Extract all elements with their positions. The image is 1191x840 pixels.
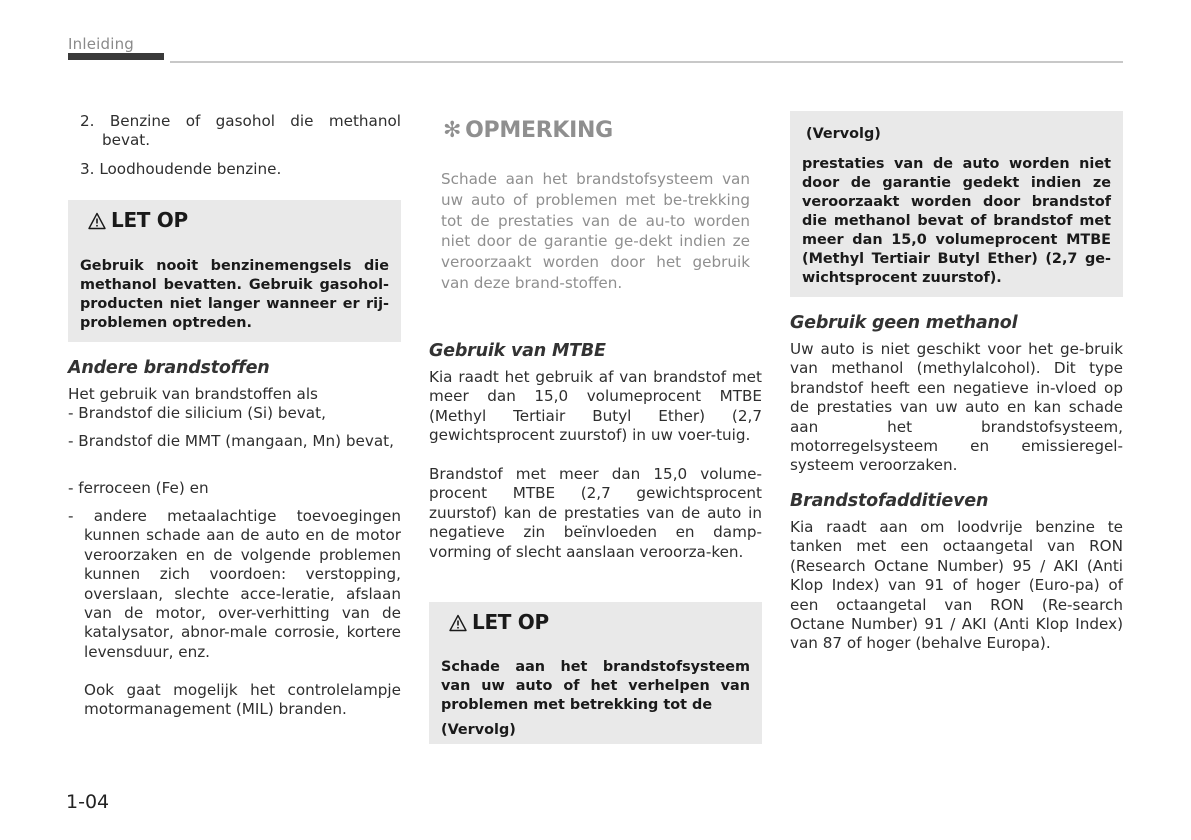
list-item: 3. Loodhoudende benzine. — [80, 160, 282, 178]
mtbe-paragraph-1: Kia raadt het gebruik af van brandstof met meer dan 15,0 volumeprocent MTBE (Methyl Tertiair Butyl Ether) (2,7 gewichtsprocent zuurstof) in uw voer-tuig. — [429, 368, 762, 445]
caution-title — [88, 208, 188, 232]
note-title — [443, 118, 613, 143]
warning-triangle-icon — [88, 212, 106, 230]
list-item: 2. Benzine of gasohol die methanol bevat. — [80, 112, 401, 150]
list-item: - ferroceen (Fe) en — [68, 479, 209, 497]
continued-label: (Vervolg) — [441, 722, 516, 738]
list-item: - andere metaalachtige toevoegingen kunnen schade aan de auto en de motor veroorzaken en de volgende problemen kunnen zich voordoen: verstopping, overslaan, slechte acce-leratie, afslaan van de motor, over-verhitting van de katalysator, abnor-male corrosie, kortere levensduur, enz. — [68, 507, 401, 661]
continued-text: prestaties van de auto worden niet door de garantie gedekt indien ze veroorzaakt worden door brandstof die methanol bevat of brandstof met meer dan 15,0 volumeprocent MTBE (Methyl Tertiair Butyl Ether) (2,7 ge-wichtsprocent zuurstof). — [802, 156, 1111, 286]
caution-text: Schade aan het brandstofsysteem van uw auto of het verhelpen van problemen met betrekking tot de — [441, 659, 750, 713]
extra-text: Ook gaat mogelijk het controlelampje motormanagement (MIL) branden. — [84, 681, 401, 719]
note-text: Schade aan het brandstofsysteem van uw auto of problemen met be-trekking tot de prestaties van de au-to worden niet door de garantie ge-dekt indien ze veroorzaakt worden door het gebruik van deze brand-stoffen. — [441, 170, 750, 292]
list-item: - Brandstof die silicium (Si) bevat, — [68, 404, 326, 422]
asterisk-icon: ✻ — [443, 118, 462, 143]
caution-box — [68, 200, 401, 342]
header-rule — [170, 61, 1123, 63]
methanol-paragraph: Uw auto is niet geschikt voor het ge-bruik van methanol (methylalcohol). Dit type brandstof heeft een negatieve in-vloed op de prestaties van uw auto en kan schade aan het brandstofsysteem, motorregelsysteem en emissieregel-systeem veroorzaken. — [790, 340, 1123, 475]
heading-brandstofadditieven: Brandstofadditieven — [790, 491, 989, 511]
intro-text: Het gebruik van brandstoffen als — [68, 385, 318, 403]
mtbe-paragraph-2: Brandstof met meer dan 15,0 volume-procent MTBE (2,7 gewichtsprocent zuurstof) kan de prestaties van de auto in negatieve zin beïnvloeden en damp-vorming of slecht aanslaan veroorza-ken. — [429, 465, 762, 561]
caution-title-text: LET OP — [472, 610, 549, 634]
continued-label: (Vervolg) — [806, 126, 881, 142]
heading-andere-brandstoffen: Andere brandstoffen — [68, 358, 270, 378]
list-item: - Brandstof die MMT (mangaan, Mn) bevat, — [68, 432, 394, 450]
additives-paragraph: Kia raadt aan om loodvrije benzine te tanken met een octaangetal van RON (Research Octane Number) 95 / AKI (Anti Klop Index) van 91 of hoger (Euro-pa) of een octaangetal van RON (Re-search Octane Number) 91 / AKI (Anti Klop Index) van 87 of hoger (behalve Europa). — [790, 518, 1123, 653]
heading-gebruik-geen-methanol: Gebruik geen methanol — [790, 313, 1018, 333]
note-title-text: OPMERKING — [465, 118, 613, 143]
caution-box — [429, 602, 762, 744]
heading-gebruik-van-mtbe: Gebruik van MTBE — [429, 341, 606, 361]
page-number: 1-04 — [66, 791, 110, 813]
warning-triangle-icon — [449, 614, 467, 632]
continued-box — [790, 111, 1123, 297]
section-label: Inleiding — [68, 35, 135, 53]
caution-text: Gebruik nooit benzinemengsels die methanol bevatten. Gebruik gasohol-producten niet langer wanneer er rij-problemen optreden. — [80, 258, 389, 331]
caution-title — [449, 610, 549, 634]
header-bar-accent — [68, 53, 164, 60]
caution-title-text: LET OP — [111, 208, 188, 232]
